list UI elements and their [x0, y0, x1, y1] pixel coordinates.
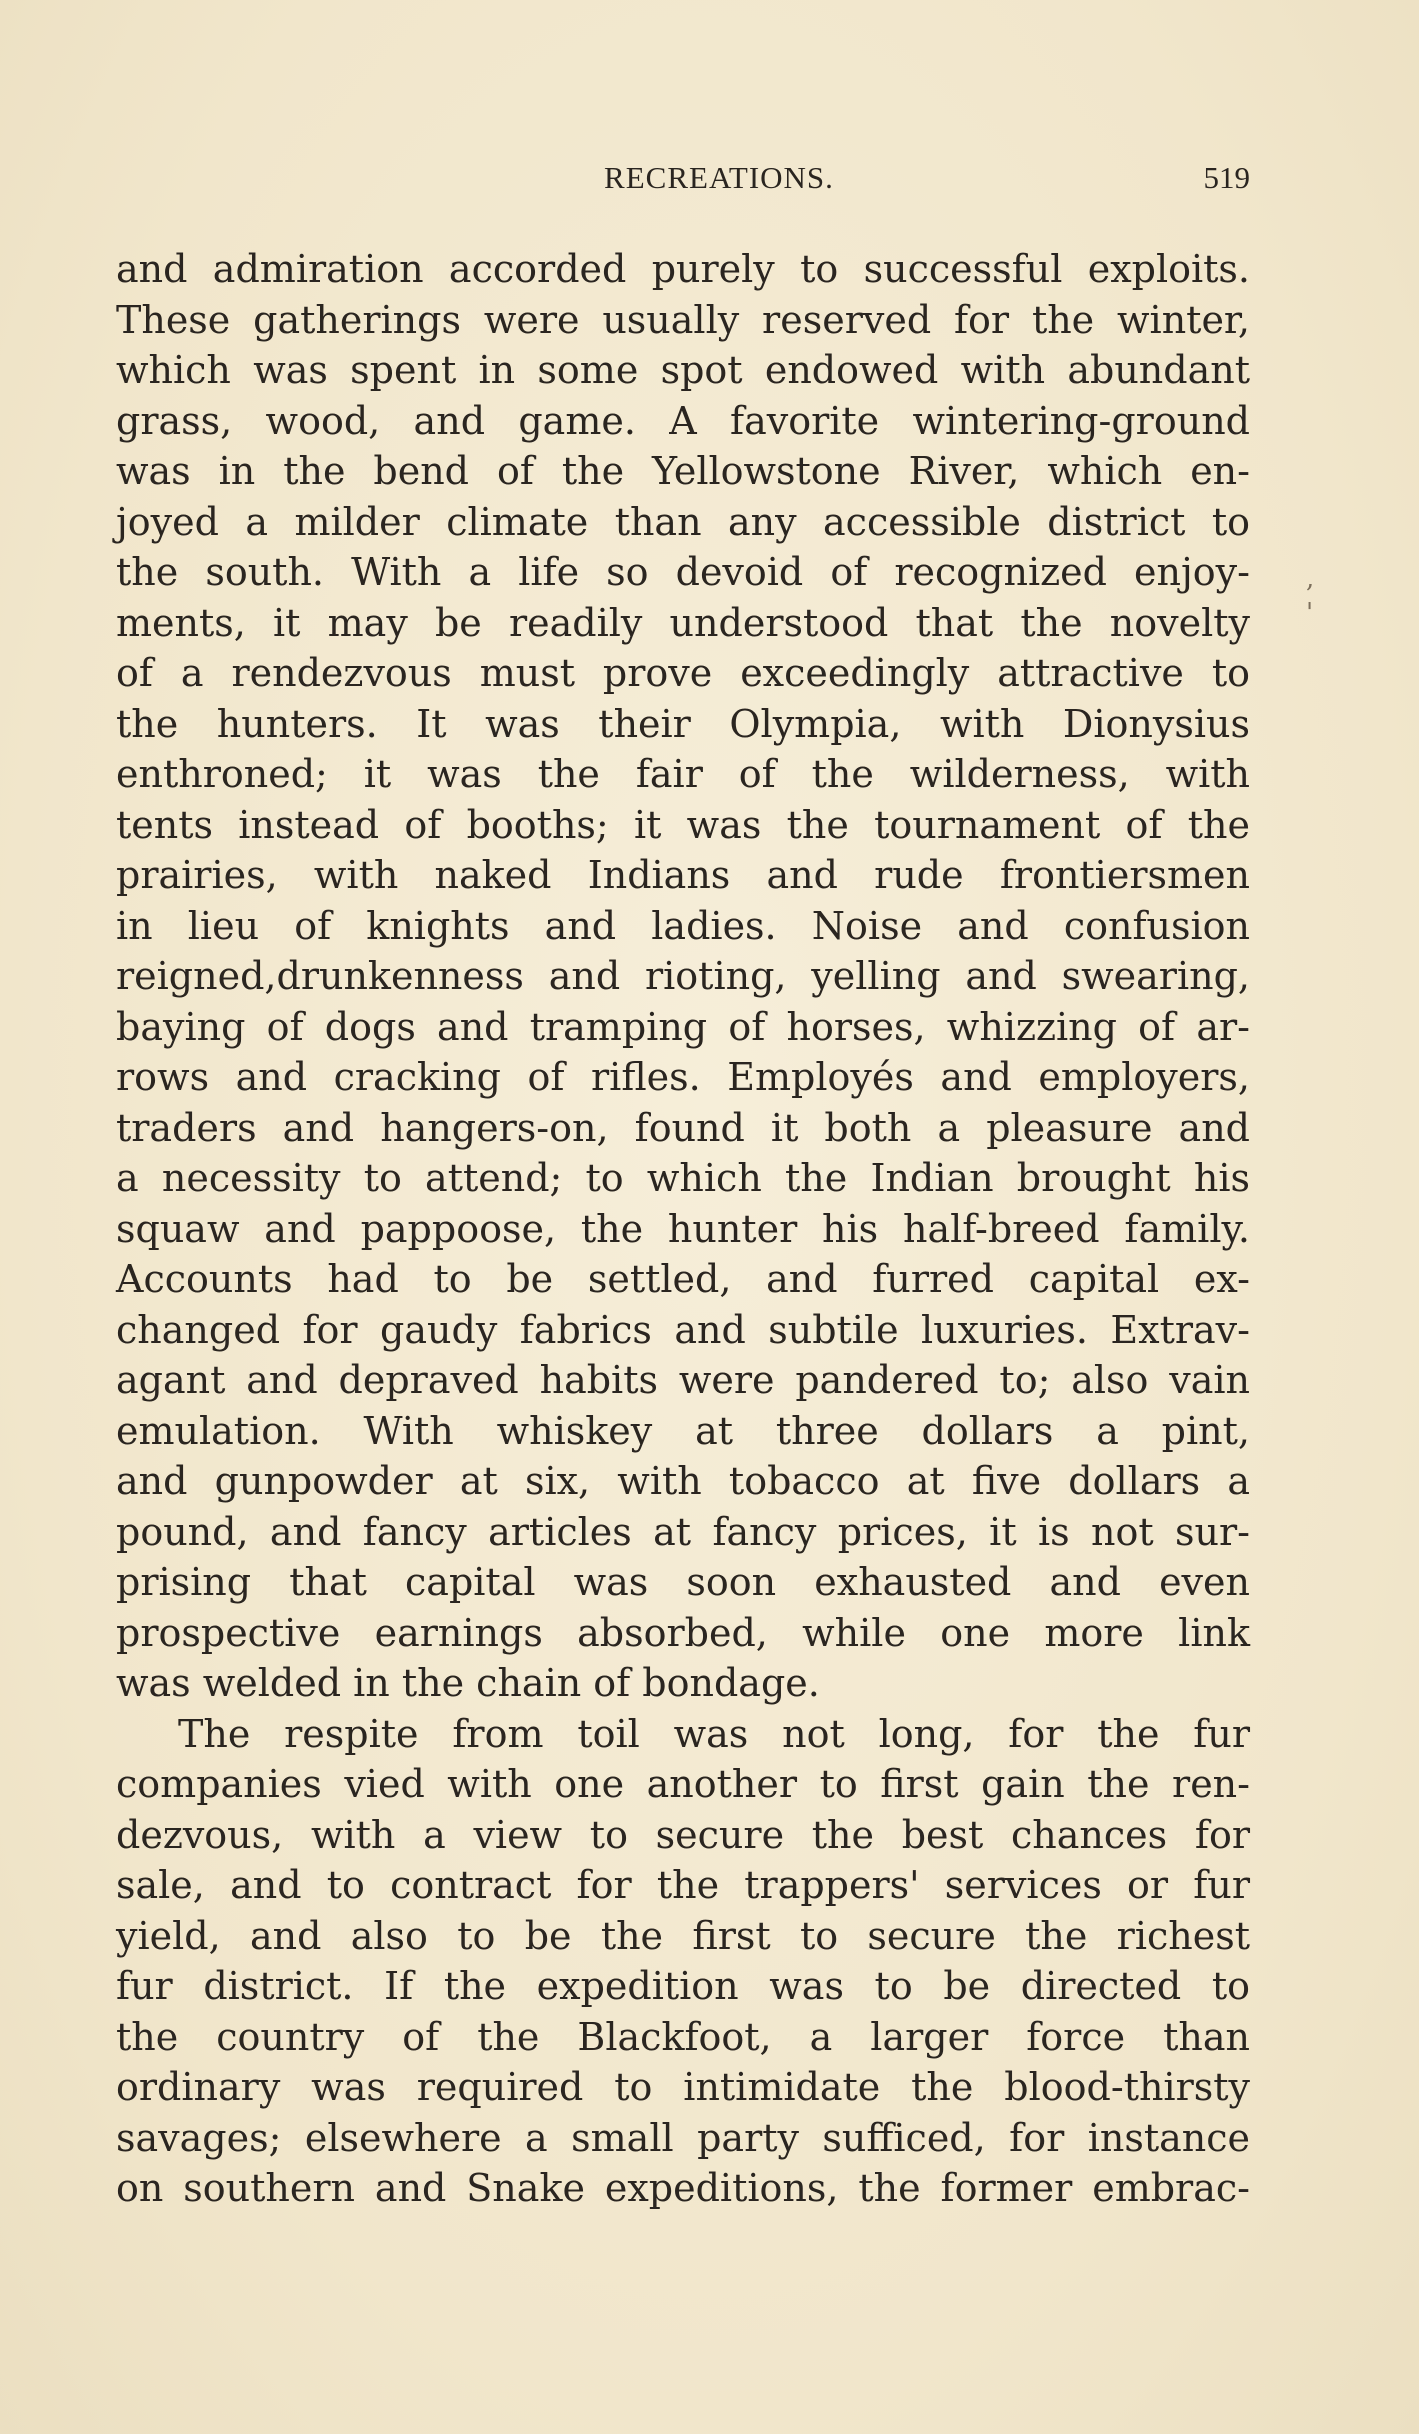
text-line: ordinary was required to intimidate the blood-thirsty [116, 2065, 1250, 2109]
text-line: squaw and pappoose, the hunter his half-breed family. [116, 1206, 1250, 1251]
text-line: the hunters. It was their Olympia, with Dionysius [116, 701, 1250, 746]
text-line: a necessity to attend; to which the Indian brought his [116, 1156, 1250, 1200]
text-line: prising that capital was soon exhausted and even [116, 1560, 1250, 1604]
text-line: was in the bend of the Yellowstone River, which en- [116, 449, 1250, 493]
text-line: in lieu of knights and ladies. Noise and confusion [116, 903, 1250, 948]
body-text [116, 244, 1250, 2214]
text-line: rows and cracking of rifles. Employés and employers, [116, 1055, 1250, 1099]
text-line: joyed a milder climate than any accessible district to [116, 499, 1250, 544]
text-line: companies vied with one another to first gain the ren- [116, 1762, 1250, 1806]
running-head [116, 160, 1250, 200]
text-line: savages; elsewhere a small party sufficed, for instance [116, 2115, 1250, 2160]
text-line: was welded in the chain of bondage. [116, 1661, 820, 1705]
text-line: fur district. If the expedition was to be directed to [116, 1964, 1250, 2008]
text-line: baying of dogs and tramping of horses, whizzing of ar- [116, 1004, 1250, 1049]
text-line: the country of the Blackfoot, a larger force than [116, 2014, 1250, 2059]
text-line: The respite from toil was not long, for the fur [178, 1711, 1250, 1756]
text-line: enthroned; it was the fair of the wilderness, with [116, 752, 1250, 796]
text-line: ments, it may be readily understood that the novelty [116, 600, 1250, 645]
text-line: traders and hangers-on, found it both a pleasure and [116, 1105, 1250, 1150]
page-number: 519 [1203, 160, 1250, 195]
text-line: dezvous, with a view to secure the best chances for [116, 1812, 1250, 1857]
text-line: grass, wood, and game. A favorite wintering-ground [116, 398, 1250, 443]
page-title: RECREATIONS. [604, 160, 834, 195]
text-line: pound, and fancy articles at fancy prices, it is not sur- [116, 1509, 1250, 1554]
text-line: the south. With a life so devoid of recognized enjoy- [116, 550, 1250, 594]
text-line: emulation. With whiskey at three dollars a pint, [116, 1408, 1250, 1453]
text-line: prairies, with naked Indians and rude frontiersmen [116, 853, 1250, 897]
text-line: and gunpowder at six, with tobacco at five dollars a [116, 1459, 1250, 1503]
text-line: agant and depraved habits were pandered to; also vain [116, 1358, 1250, 1402]
text-line: on southern and Snake expeditions, the former embrac- [116, 2166, 1250, 2210]
text-line: and admiration accorded purely to successful exploits. [116, 247, 1250, 291]
text-line: tents instead of booths; it was the tournament of the [116, 802, 1250, 847]
text-line: These gatherings were usually reserved for the winter, [116, 297, 1250, 342]
text-line: Accounts had to be settled, and furred capital ex- [116, 1257, 1250, 1301]
text-line: changed for gaudy fabrics and subtile luxuries. Extrav- [116, 1307, 1250, 1352]
text-line: of a rendezvous must prove exceedingly attractive to [116, 651, 1250, 695]
margin-mark: , ' [1306, 564, 1315, 628]
text-line: sale, and to contract for the trappers' services or fur [116, 1863, 1250, 1907]
text-line: prospective earnings absorbed, while one more link [116, 1610, 1250, 1655]
text-line: reigned,drunkenness and rioting, yelling and swearing, [116, 954, 1250, 998]
text-line: which was spent in some spot endowed with abundant [116, 348, 1250, 392]
text-line: yield, and also to be the first to secure the richest [116, 1913, 1250, 1958]
